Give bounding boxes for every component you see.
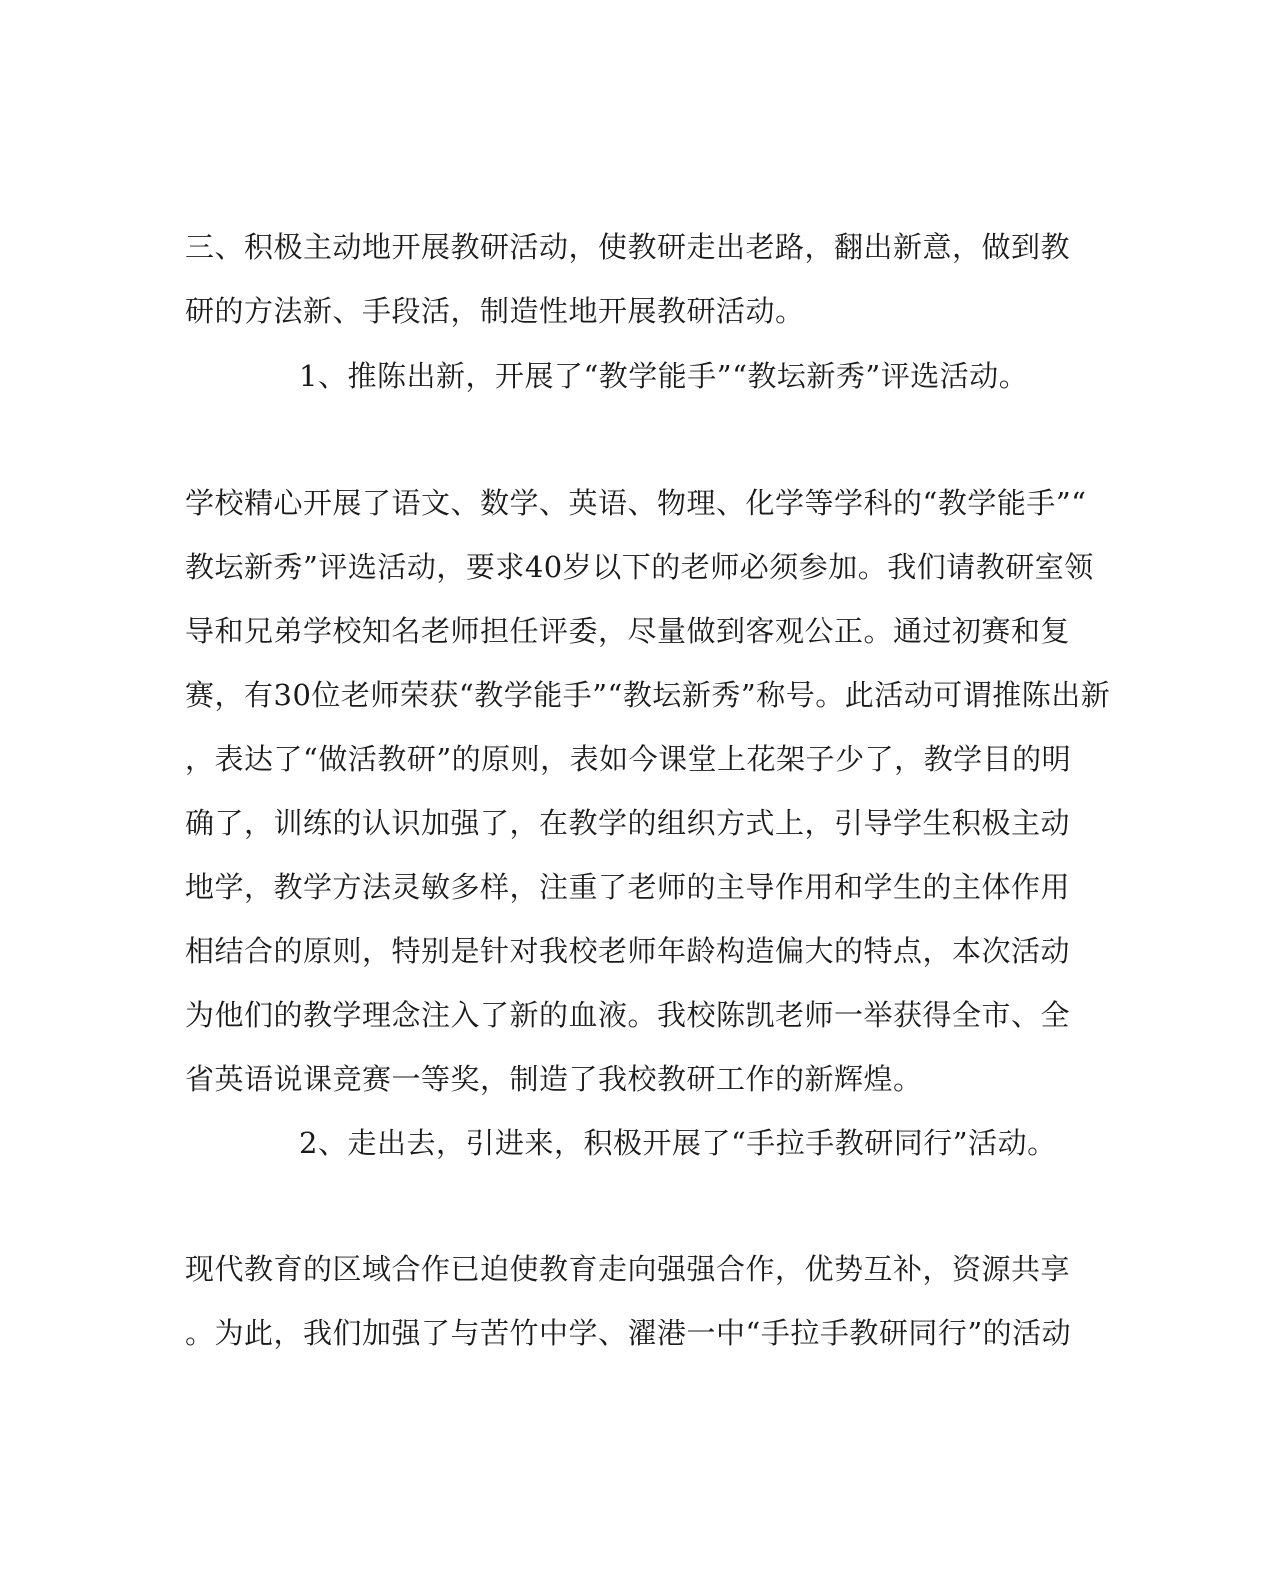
item1-paragraph-line-6: 确了，训练的认识加强了，在教学的组织方式上，引导学生积极主动 bbox=[185, 806, 1071, 840]
item1-paragraph-line-2: 教坛新秀”评选活动，要求40岁以下的老师必须参加。我们请教研室领 bbox=[185, 550, 1094, 584]
item2-heading: 2、走出去，引进来，积极开展了“手拉手教研同行”活动。 bbox=[299, 1126, 1057, 1160]
section-heading-line-1: 三、积极主动地开展教研活动，使教研走出老路，翻出新意，做到教 bbox=[185, 230, 1071, 264]
item1-paragraph-line-5: ，表达了“做活教研”的原则，表如今课堂上花架子少了，教学目的明 bbox=[185, 742, 1072, 776]
item1-paragraph-line-10: 省英语说课竞赛一等奖，制造了我校教研工作的新辉煌。 bbox=[185, 1062, 923, 1096]
item1-paragraph-line-9: 为他们的教学理念注入了新的血液。我校陈凯老师一举获得全市、全 bbox=[185, 998, 1071, 1032]
item1-paragraph-line-8: 相结合的原则，特别是针对我校老师年龄构造偏大的特点，本次活动 bbox=[185, 934, 1071, 968]
item1-paragraph-line-1: 学校精心开展了语文、数学、英语、物理、化学等学科的“教学能手”“ bbox=[185, 486, 1087, 520]
item2-paragraph-line-1: 现代教育的区域合作已迫使教育走向强强合作，优势互补，资源共享 bbox=[185, 1252, 1071, 1286]
section-heading-line-2: 研的方法新、手段活，制造性地开展教研活动。 bbox=[185, 294, 805, 328]
item1-heading: 1、推陈出新，开展了“教学能手”“教坛新秀”评选活动。 bbox=[299, 359, 1029, 393]
item1-paragraph-line-7: 地学，教学方法灵敏多样，注重了老师的主导作用和学生的主体作用 bbox=[185, 870, 1071, 904]
item2-paragraph-line-2: 。为此，我们加强了与苦竹中学、濯港一中“手拉手教研同行”的活动 bbox=[185, 1316, 1072, 1350]
item1-paragraph-line-3: 导和兄弟学校知名老师担任评委，尽量做到客观公正。通过初赛和复 bbox=[185, 614, 1071, 648]
item1-paragraph-line-4: 赛，有30位老师荣获“教学能手”“教坛新秀”称号。此活动可谓推陈出新 bbox=[185, 678, 1111, 712]
